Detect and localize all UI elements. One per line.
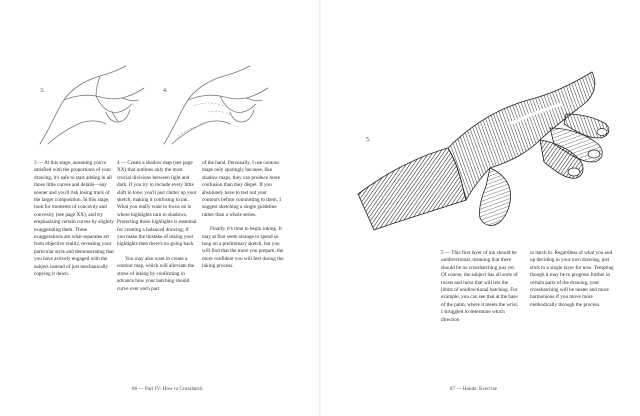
text-column-2 bbox=[117, 160, 197, 300]
figure-number: 5. bbox=[366, 137, 371, 143]
paragraph: Finally, it's time to begin inking. It may at first seem strange to spend so long on a preliminary sketch, but you will find that the more you prepare, the more confident you will feel during the inking process. bbox=[202, 226, 284, 270]
page-footer: 87 — Hands: Exercise bbox=[450, 387, 498, 392]
page-gutter bbox=[319, 0, 321, 416]
text-column-2 bbox=[530, 250, 614, 316]
paragraph: to hatch in. Regardless of what you end up deciding in your own drawing, just stick to a single layer for now. Tempting though it may be to progress further in certain parts of the drawing, your crosshatching will be neater and more harmonious if you move more methodically through the process. bbox=[530, 250, 614, 308]
hand-inked-drawing bbox=[340, 44, 612, 250]
hand-sketch-shadow-map bbox=[158, 40, 276, 148]
paragraph: of the hand. Personally, I use contour maps only sparingly because, like shadow maps, they can produce more confusion than they dispel. If you absolutely have to test out your contours before committing to them, I suggest sketching a single guideline rather than a whole series. bbox=[202, 160, 281, 218]
paragraph: 5 — This first layer of ink should be unidirectional, meaning that there should be no crosshatching just yet. Of course, the subject has all sorts of twists and turns that will test the limits of unidirectional hatching. For example, you can see that at the base of the palm, where it meets the wrist, I struggled to determine which direction bbox=[441, 250, 519, 323]
text-column-1 bbox=[34, 160, 114, 286]
figure-number: 4. bbox=[163, 88, 168, 94]
paragraph: You may also want to create a contour map, which will alleviate the stress of inking by confirming in advance how your hatching should curve over each part bbox=[117, 255, 195, 292]
hand-sketch-outline bbox=[34, 40, 152, 148]
text-column-3 bbox=[202, 160, 286, 278]
page-footer: 86 — Part IV: How to Crosshatch bbox=[132, 387, 203, 392]
paragraph: 4 — Create a shadow map (see page XX) that outlines only the most crucial divisions between light and dark. If you try to include every little shift in tone, you'll just clutter up your sketch, making it confusing to ink. What you really want to focus on is where highlights turn to shadows. Protecting those highlights is essential for creating a balanced drawing; if you make the mistake of inking your highlights then there's no going back. bbox=[117, 160, 197, 248]
text-column-1 bbox=[441, 250, 521, 331]
paragraph: 3 — At this stage, assuming you're satisfied with the proportions of your drawing, it's safe to start adding in all those little curves and details—any sooner and you'd risk losing track of the larger composition. In this stage, look for moments of concavity and convexity (see page XX), and try emphasizing certain curves by slightly exaggerating them. These exaggerations are what separates art from objective reality, revealing your particular style and demonstrating that you have actively engaged with the subject instead of just mechanically copying it down. bbox=[34, 160, 114, 278]
figure-number: 3. bbox=[40, 88, 45, 94]
